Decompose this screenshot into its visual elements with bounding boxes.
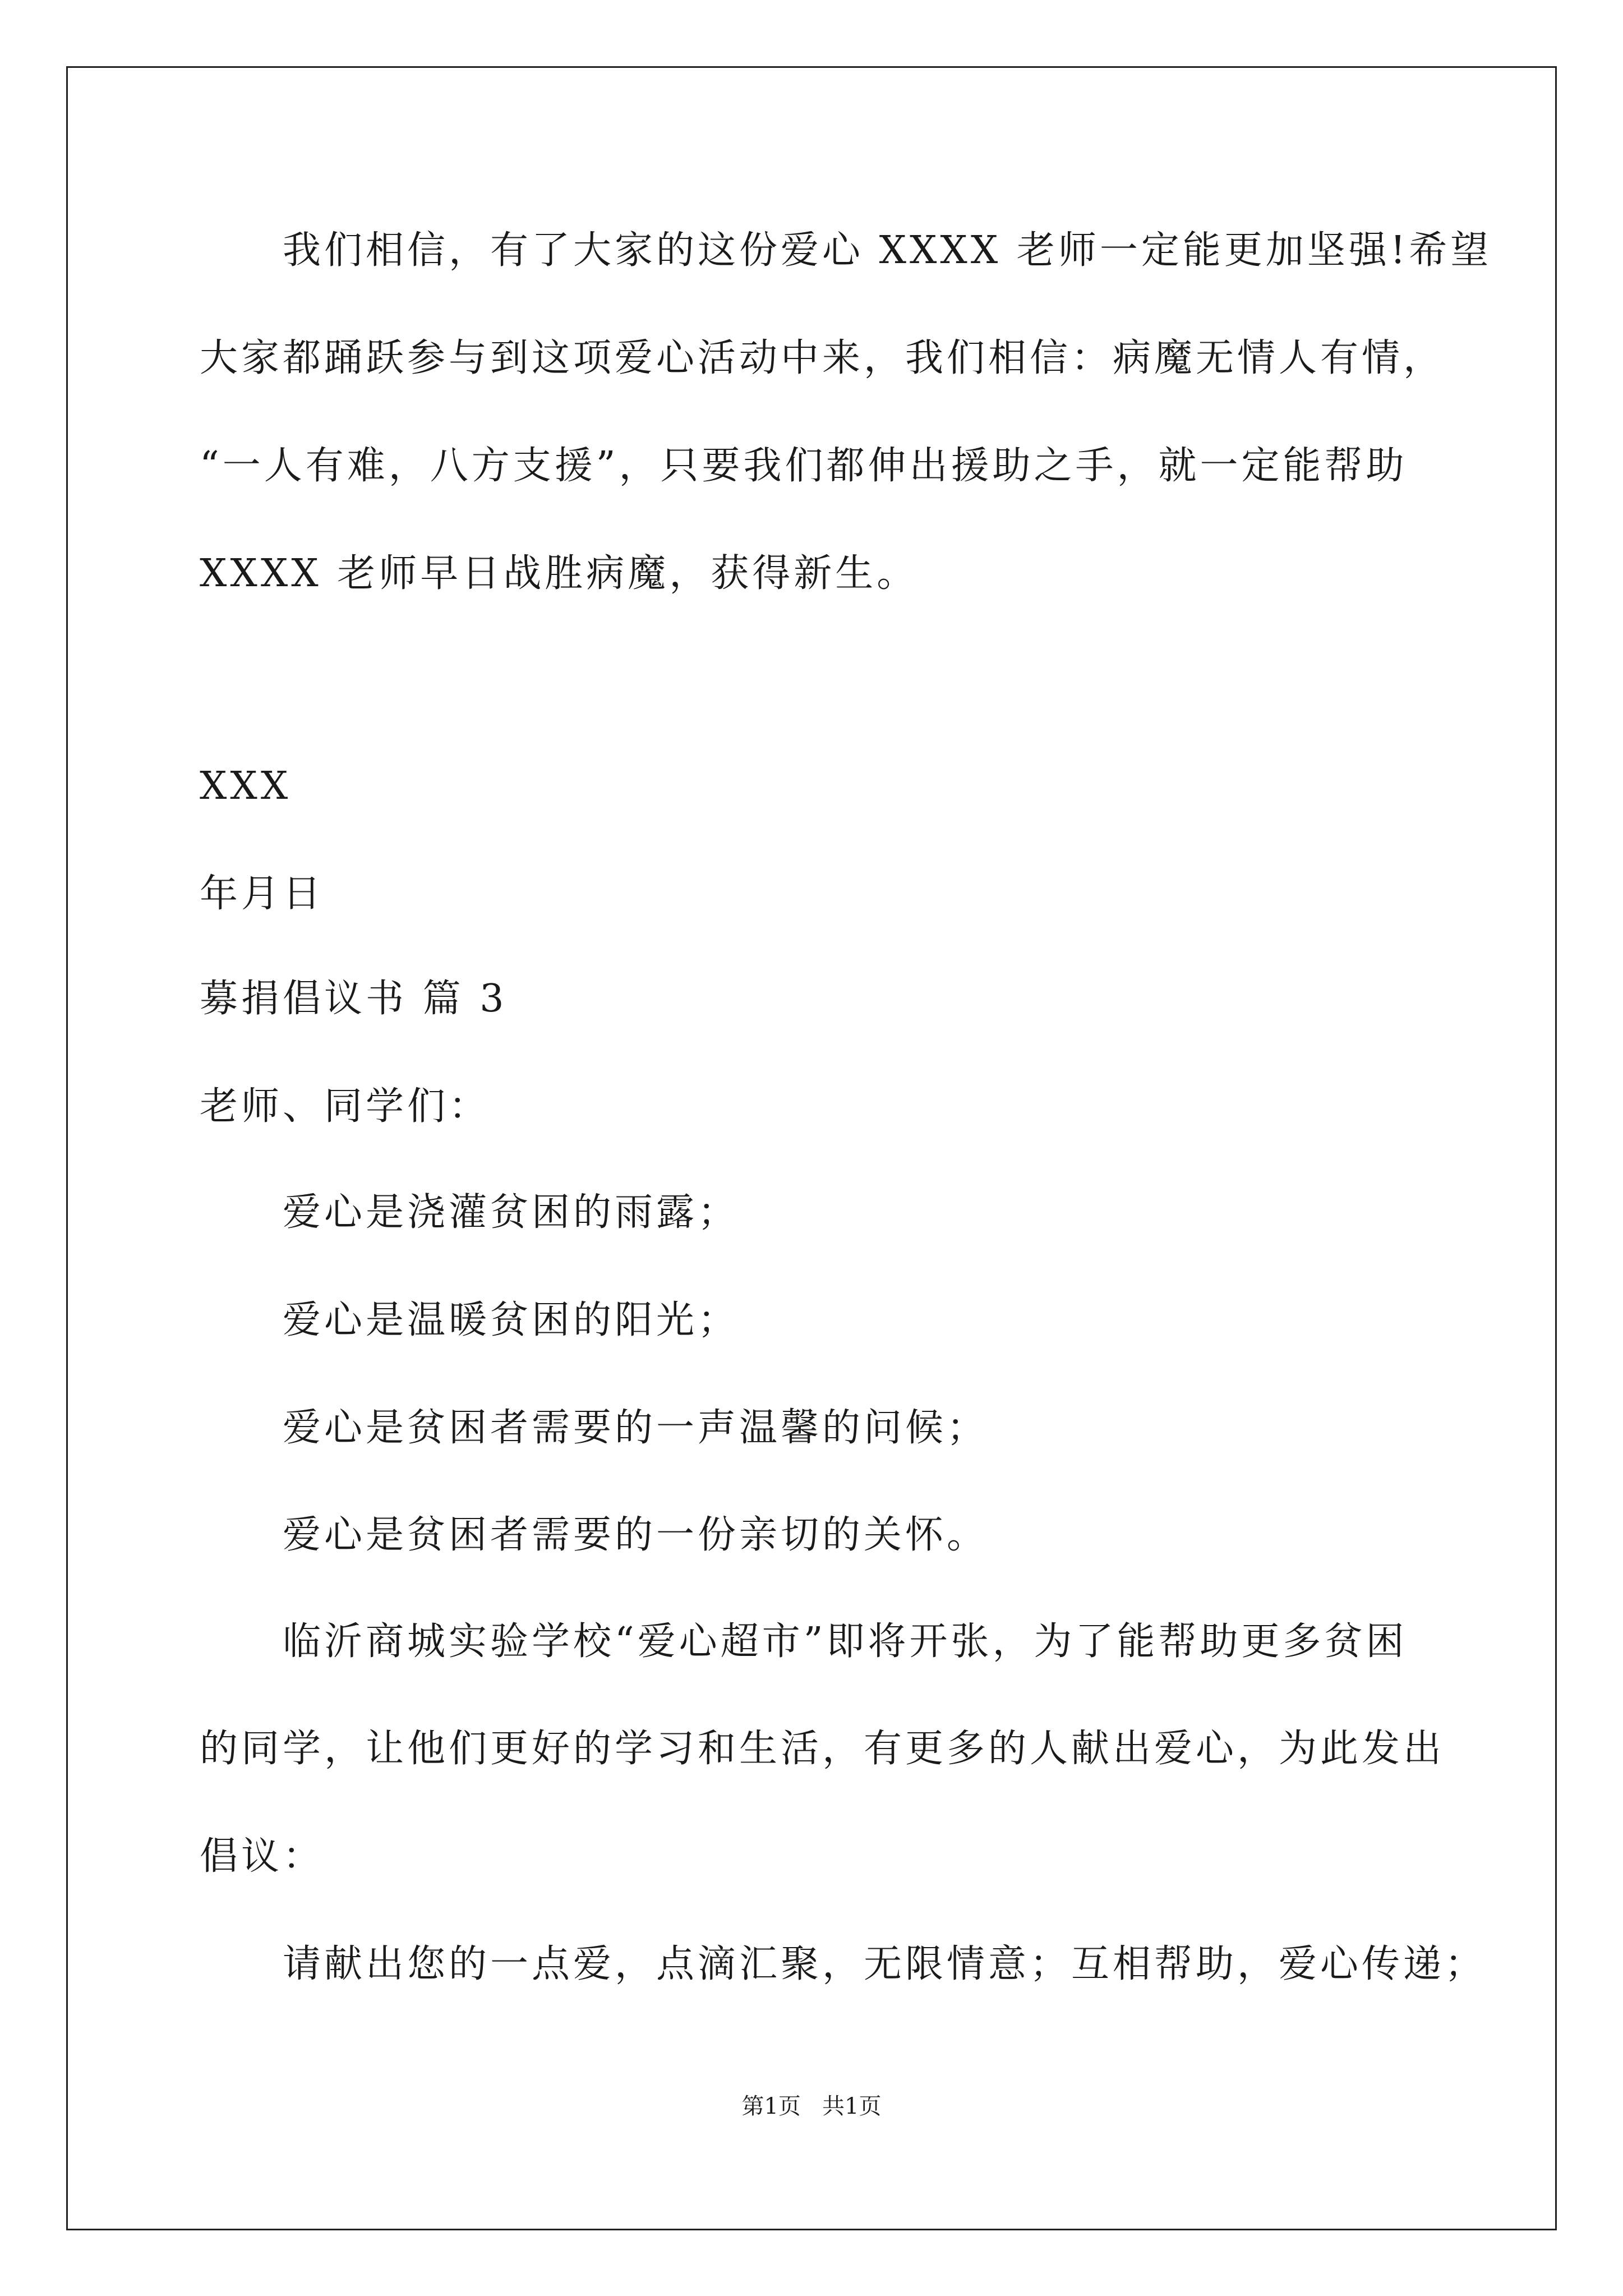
paragraph-line-10: 的同学，让他们更好的学习和生活，有更多的人献出爱心，为此发出 xyxy=(200,1727,1445,1771)
paragraph-line-6: 爱心是温暖贫困的阳光； xyxy=(283,1298,740,1342)
page-footer: 第1页 共1页 xyxy=(741,2093,882,2119)
paragraph-line-8: 爱心是贫困者需要的一份亲切的关怀。 xyxy=(283,1513,989,1557)
paragraph-line-5: 爱心是浇灌贫困的雨露； xyxy=(283,1190,740,1235)
signature-date: 年月日 xyxy=(200,872,325,916)
signature-name: XXX xyxy=(200,764,292,808)
page-border xyxy=(66,66,1557,2230)
paragraph-line-3: “一人有难，八方支援”，只要我们都伸出援助之手，就一定能帮助 xyxy=(200,444,1408,488)
paragraph-line-2: 大家都踊跃参与到这项爱心活动中来，我们相信：病魔无情人有情， xyxy=(200,336,1445,380)
paragraph-line-7: 爱心是贫困者需要的一声温馨的问候； xyxy=(283,1406,989,1450)
section-heading: 募捐倡议书 篇 3 xyxy=(200,977,508,1021)
salutation: 老师、同学们： xyxy=(200,1084,491,1129)
paragraph-line-12: 请献出您的一点爱，点滴汇聚，无限情意；互相帮助，爱心传递； xyxy=(283,1942,1487,1986)
paragraph-line-9: 临沂商城实验学校“爱心超市”即将开张，为了能帮助更多贫困 xyxy=(283,1619,1408,1664)
paragraph-line-4: XXXX 老师早日战胜病魔，获得新生。 xyxy=(200,551,919,596)
paragraph-line-1: 我们相信，有了大家的这份爱心 XXXX 老师一定能更加坚强!希望 xyxy=(283,228,1492,273)
paragraph-line-11: 倡议： xyxy=(200,1834,325,1879)
